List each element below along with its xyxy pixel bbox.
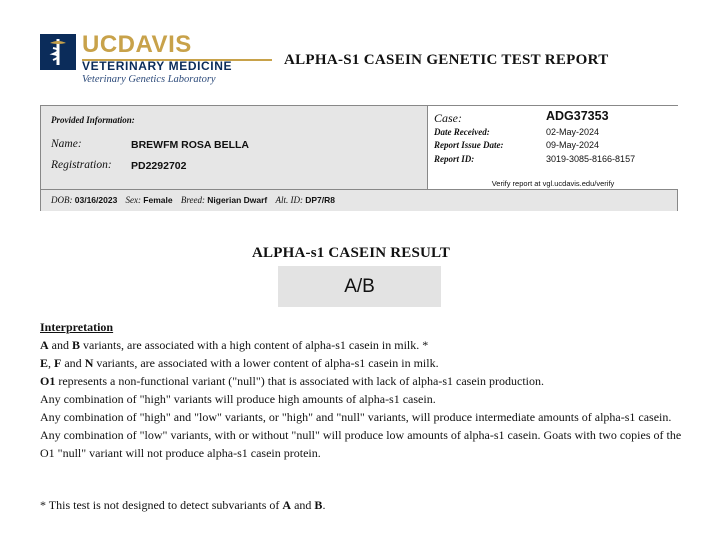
interp-text: ,	[48, 356, 55, 370]
interp-line-null	[40, 372, 690, 390]
date-received-value: 02-May-2024	[546, 127, 600, 137]
interp-text: and	[61, 356, 85, 370]
interp-text: and	[48, 338, 72, 352]
logo-vgl: Veterinary Genetics Laboratory	[82, 74, 216, 85]
variant-b: B	[72, 338, 81, 352]
breed-label: Breed:	[180, 195, 205, 205]
alt-id-value: DP7/R8	[305, 195, 336, 205]
ucdavis-logo	[40, 31, 280, 86]
footnote-text: * This test is not designed to detect subvariants of	[40, 498, 283, 512]
name-label: Name:	[51, 138, 82, 150]
sex-label: Sex:	[125, 195, 142, 205]
interp-text: variants, are associated with a lower content of alpha-s1 casein in milk.	[93, 356, 439, 370]
issue-date-value: 09-May-2024	[546, 140, 600, 150]
logo-uc: UC	[82, 31, 118, 58]
variant-f: F	[54, 356, 62, 370]
footnote-variant-b: B	[314, 498, 323, 512]
case-label: Case:	[434, 111, 462, 125]
report-id-value: 3019-3085-8166-8157	[546, 154, 636, 164]
interp-line-combo-high: Any combination of "high" variants will produce high amounts of alpha-s1 casein.	[40, 392, 436, 406]
footnote-variant-a: A	[282, 498, 292, 512]
variant-a: A	[40, 338, 49, 352]
dob-value: 03/16/2023	[74, 195, 118, 205]
name-value: BREWFM ROSA BELLA	[131, 139, 250, 151]
logo-wordmark	[82, 32, 192, 58]
interp-line-high	[40, 336, 690, 354]
report-id-label: Report ID:	[434, 154, 475, 164]
vetmed-seal-icon	[40, 34, 76, 70]
issue-date-label: Report Issue Date:	[434, 140, 504, 150]
case-value: ADG37353	[546, 109, 609, 123]
breed-value: Nigerian Dwarf	[207, 195, 268, 205]
interpretation-heading: Interpretation	[40, 320, 114, 334]
date-received-label: Date Received:	[434, 127, 490, 137]
interp-line-combo-intermediate: Any combination of "high" and "low" variants, or "high" and "null" variants, will produce intermediate amounts of alpha-s1 casein.	[40, 410, 672, 424]
result-title: ALPHA-s1 CASEIN RESULT	[252, 245, 451, 261]
interpretation-section	[40, 318, 690, 462]
logo-vetmed: VETERINARY MEDICINE	[82, 59, 233, 73]
sex-value: Female	[143, 195, 173, 205]
variant-e: E	[40, 356, 49, 370]
result-value: A/B	[278, 266, 441, 307]
registration-value: PD2292702	[131, 160, 187, 172]
variant-o1: O1	[40, 374, 56, 388]
registration-label: Registration:	[51, 159, 112, 171]
interp-text: variants, are associated with a high content of alpha-s1 casein in milk. *	[80, 338, 429, 352]
provided-heading: Provided Information:	[51, 115, 135, 125]
variant-n: N	[84, 356, 94, 370]
verify-link[interactable]: Verify report at vgl.ucdavis.edu/verify	[491, 179, 615, 188]
info-box	[40, 105, 678, 211]
footnote	[40, 498, 325, 513]
logo-davis: DAVIS	[117, 31, 192, 58]
footnote-text: .	[322, 498, 326, 512]
case-panel	[427, 106, 678, 189]
alt-id-label: Alt. ID:	[275, 195, 303, 205]
interp-text: represents a non-functional variant ("null") that is associated with lack of alpha-s1 casein production.	[55, 374, 544, 388]
report-title: ALPHA-S1 CASEIN GENETIC TEST REPORT	[284, 52, 609, 68]
interp-line-low	[40, 354, 690, 372]
dob-label: DOB:	[51, 195, 73, 205]
interp-line-combo-low: Any combination of "low" variants, with or without "null" will produce low amounts of alpha-s1 casein. Goats with two copies of the O1 "null" variant will not produce alpha-s1 casein protein.	[40, 428, 682, 460]
animal-details-row	[41, 189, 677, 211]
provided-information-panel	[41, 106, 427, 189]
footnote-text: and	[291, 498, 315, 512]
